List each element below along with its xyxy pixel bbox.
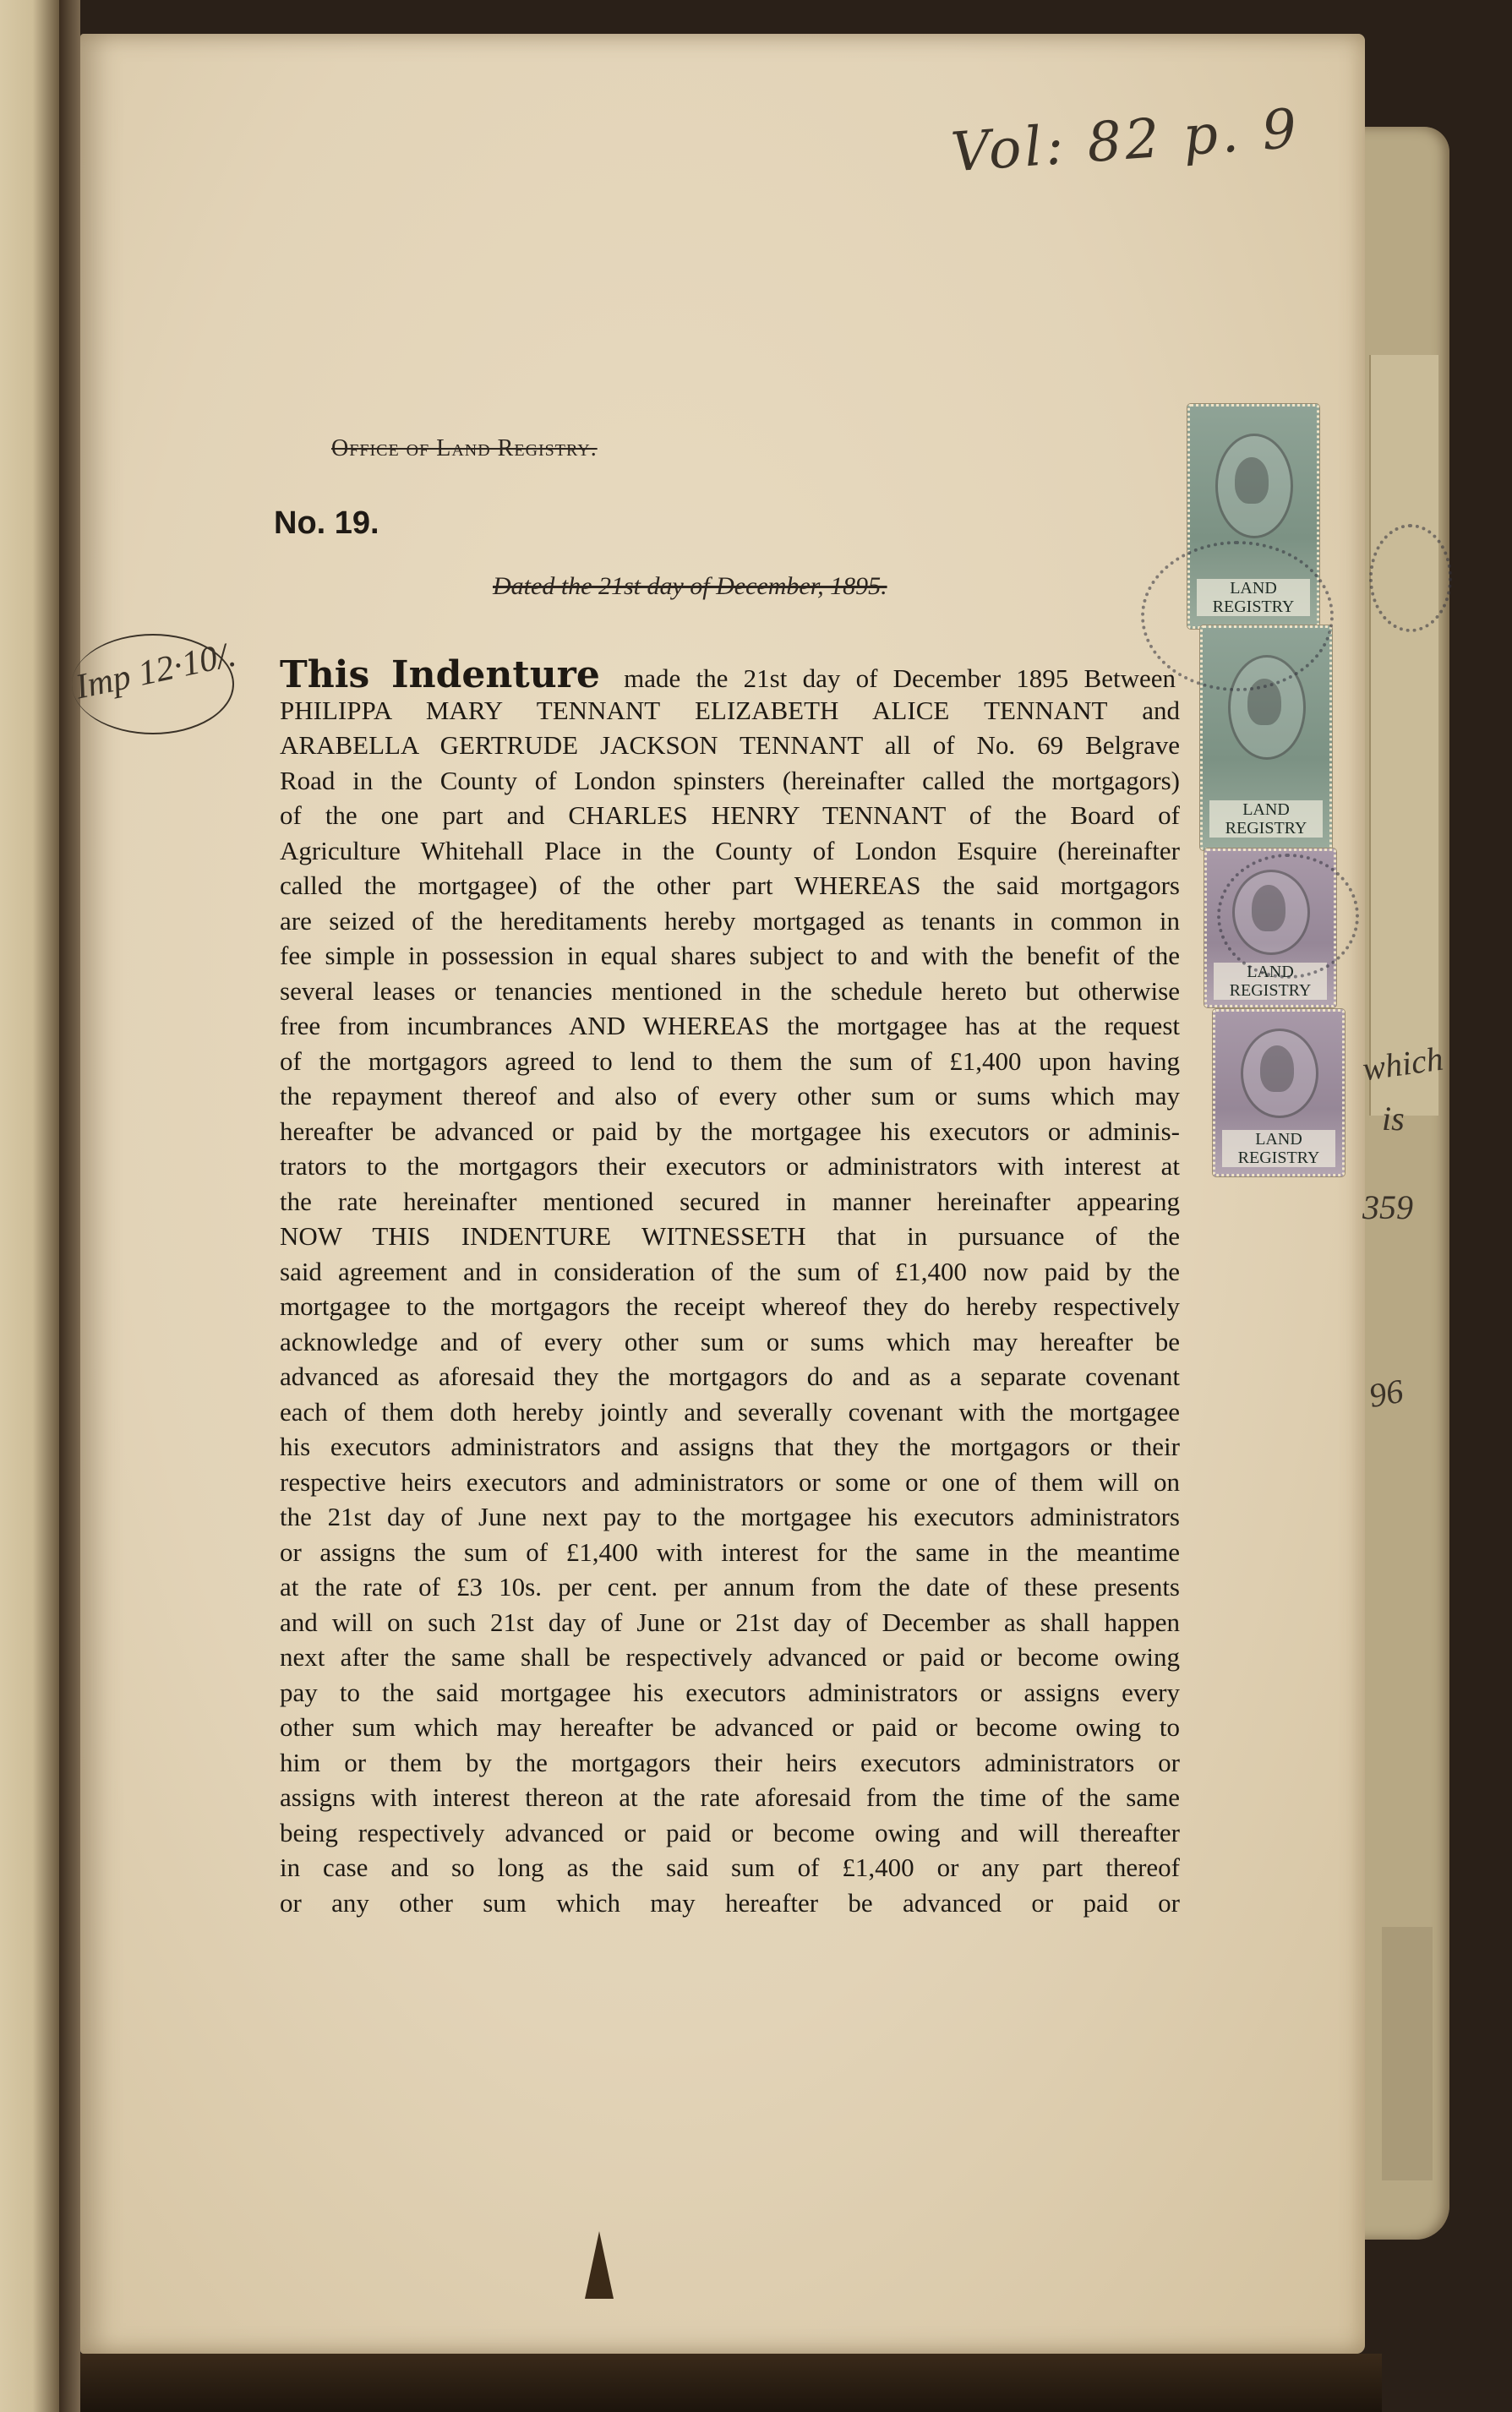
revenue-stamp — [1213, 1009, 1345, 1176]
text-line: hereafter be advanced or paid by the mortgagee his executors or adminis- — [280, 1116, 1180, 1146]
margin-note-right: which — [1360, 1039, 1446, 1089]
text-line: and will on such 21st day of June or 21st day of December as shall happen — [280, 1607, 1180, 1637]
text-line: or assigns the sum of £1,400 with interest for the same in the meantime — [280, 1536, 1180, 1567]
text-line: said agreement and in consideration of the sum of £1,400 now paid by the — [280, 1256, 1180, 1286]
text-line: in case and so long as the said sum of £1,400 or any part thereof — [280, 1853, 1180, 1882]
text-line: of the mortgagors agreed to lend to them the sum of £1,400 upon having — [280, 1045, 1180, 1076]
underlying-page-fold — [1369, 355, 1438, 1116]
text-line: being respectively advanced or paid or become owing and will thereafter — [280, 1817, 1180, 1847]
text-line: fee simple in possession in equal shares subject to and with the benefit of the — [280, 941, 1180, 970]
text-line: or any other sum which may hereafter be advanced or paid or — [280, 1887, 1180, 1918]
text-line: him or them by the mortgagors their heirs executors administrators or — [280, 1747, 1180, 1777]
underlying-page-corner — [1382, 1927, 1433, 2180]
dated-line: Dated the 21st day of December, 1895. — [493, 572, 887, 600]
text-line: Agriculture Whitehall Place in the County of London Esquire (hereinafter — [280, 835, 1180, 865]
stamp-label: LAND REGISTRY — [1209, 800, 1323, 838]
text-line: at the rate of £3 10s. per cent. per annum from the date of these presents — [280, 1572, 1180, 1602]
text-line: next after the same shall be respectively advanced or paid or become owing — [280, 1642, 1180, 1672]
text-line: pay to the said mortgagee his executors administrators or assigns every — [280, 1677, 1180, 1707]
text-line: several leases or tenancies mentioned in the schedule hereto but otherwise — [280, 975, 1180, 1006]
text-line: ARABELLA GERTRUDE JACKSON TENNANT all of No. 69 Belgrave — [280, 730, 1180, 760]
stamp-label: LAND REGISTRY — [1214, 963, 1327, 1000]
text-line: the rate hereinafter mentioned secured in manner hereinafter appearing — [280, 1186, 1180, 1216]
queen-portrait-icon — [1260, 1045, 1294, 1092]
stamp-label: LAND REGISTRY — [1197, 579, 1310, 616]
text-line: mortgagee to the mortgagors the receipt whereof they do hereby respectively — [280, 1291, 1180, 1321]
text-line: acknowledge and of every other sum or sums which may hereafter be — [280, 1326, 1180, 1356]
stamp-label: LAND REGISTRY — [1222, 1130, 1335, 1167]
margin-note-right: is — [1382, 1100, 1405, 1138]
indenture-title: This Indenture — [280, 653, 600, 696]
indenture-body — [280, 653, 1180, 1920]
text-line: the 21st day of June next pay to the mortgagee his executors administrators — [280, 1502, 1180, 1531]
document-number: No. 19. — [274, 505, 379, 541]
margin-note-right: 359 — [1362, 1188, 1413, 1226]
text-line: his executors administrators and assigns that they the mortgagors or their — [280, 1432, 1180, 1461]
text-line: advanced as aforesaid they the mortgagors do and as a separate covenant — [280, 1362, 1180, 1391]
queen-portrait-icon — [1235, 457, 1269, 504]
office-heading: Office of Land Registry. — [331, 435, 598, 461]
margin-note-left: Imp 12·10/. — [72, 635, 240, 707]
left-page-edge — [59, 0, 80, 2412]
text-line: called the mortgagee) of the other part WHEREAS the said mortgagors — [280, 870, 1180, 900]
text-line: assigns with interest thereon at the rate aforesaid from the time of the same — [280, 1782, 1180, 1812]
perforation-cancel-mark — [1369, 524, 1452, 632]
text-line — [280, 653, 1176, 696]
text-line: are seized of the hereditaments hereby mortgaged as tenants in common in — [280, 905, 1180, 936]
text-line: NOW THIS INDENTURE WITNESSETH that in pursuance of the — [280, 1221, 1180, 1251]
margin-note-right: 96 — [1366, 1371, 1406, 1416]
volume-annotation: Vol: 82 p. 9 — [948, 97, 1302, 185]
text-line: the repayment thereof and also of every other sum or sums which may — [280, 1081, 1180, 1111]
perforation-cancel-mark — [1217, 854, 1359, 979]
text-line: other sum which may hereafter be advanced or paid or become owing to — [280, 1712, 1180, 1742]
text-line: Road in the County of London spinsters (hereinafter called the mortgagors) — [280, 765, 1180, 795]
text-line: each of them doth hereby jointly and severally covenant with the mortgagee — [280, 1396, 1180, 1427]
book-binding — [0, 0, 59, 2412]
text-line: respective heirs executors and administrators or some or one of them will on — [280, 1466, 1180, 1497]
book-bottom-edge — [80, 2354, 1382, 2412]
text-line: trators to the mortgagors their executors or administrators with interest at — [280, 1151, 1180, 1181]
text-line-content: made the 21st day of December 1895 Between — [624, 663, 1176, 693]
text-line: PHILIPPA MARY TENNANT ELIZABETH ALICE TENNANT and — [280, 695, 1180, 725]
text-line: of the one part and CHARLES HENRY TENNANT of the Board of — [280, 800, 1180, 830]
text-line: free from incumbrances AND WHEREAS the mortgagee has at the request — [280, 1011, 1180, 1040]
